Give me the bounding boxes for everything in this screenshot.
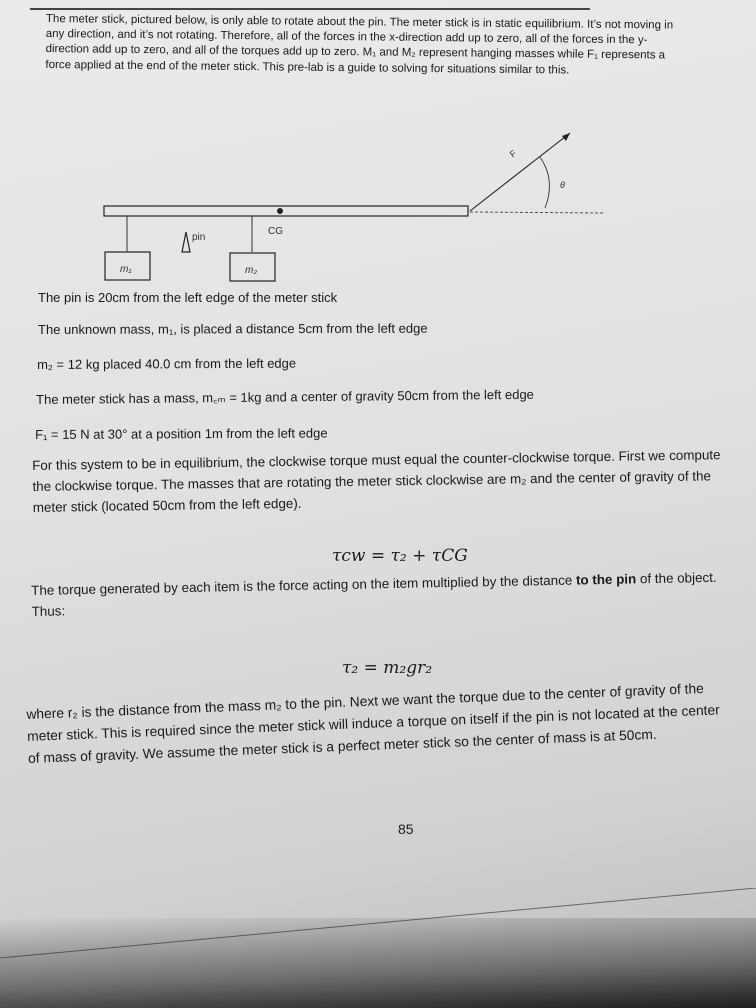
force-label: F	[507, 148, 519, 160]
r2-paragraph: where r₂ is the distance from the mass m₂ to the pin. Next we want the torque due to the center of gravity of the meter stick. This is required since the meter stick will induce a torque on itself if the pin is not located at the center of mass of gravity. We assume the meter stick is a perfect meter stick so the center of mass is at 50cm.	[26, 680, 721, 766]
torque-text-bold: to the pin	[575, 571, 637, 588]
force-arrowhead	[562, 133, 570, 141]
force-arrow	[470, 133, 570, 211]
intro-paragraph: The meter stick, pictured below, is only able to rotate about the pin. The meter stick is in static equilibrium. It’s not moving in any direction, and it’s not rotating. Therefore, all of the forces in the x-direction add up to zero, all of the forces in the y-direction add up to zero, and all of the torques add up to zero. M₁ and M₂ represent hanging masses while F₁ represents a force applied at the end of the meter stick. This pre-lab is a guide to solving for situations similar to this.	[45, 12, 674, 77]
torque-text-b: of the object. Thus:	[31, 569, 717, 619]
torque-text-a: The torque generated by each item is the force acting on the item multiplied by the distance	[31, 572, 577, 598]
page-number: 85	[398, 821, 414, 837]
cg-label: CG	[268, 226, 283, 237]
meter-stick-diagram	[0, 0, 756, 300]
equation-clockwise-torque: τcw = τ₂ + τCG	[332, 546, 468, 566]
torque-paragraph	[31, 567, 732, 622]
given-m1: The unknown mass, m₁, is placed a distance 5cm from the left edge	[38, 320, 428, 337]
given-m2: m₂ = 12 kg placed 40.0 cm from the left edge	[37, 355, 297, 372]
angle-arc	[540, 157, 549, 208]
meter-stick	[104, 206, 468, 216]
pin-label: pin	[192, 232, 206, 243]
m2-label: m₂	[245, 265, 258, 276]
equilibrium-paragraph: For this system to be in equilibrium, the clockwise torque must equal the counter-clockwise torque. First we compute the clockwise torque. The masses that are rotating the meter stick clockwise are m₂ and the center of gravity of the meter stick (located 50cm from the left edge).	[32, 447, 721, 515]
equation-tau2: τ₂ = m₂gr₂	[342, 658, 433, 678]
bottom-shadow	[0, 918, 756, 1008]
m1-label: m₁	[120, 264, 132, 275]
pin-triangle	[182, 232, 190, 252]
given-pin: The pin is 20cm from the left edge of the meter stick	[38, 290, 338, 305]
cg-dot	[277, 208, 283, 214]
reference-dashed-line	[470, 212, 603, 213]
given-force: F₁ = 15 N at 30° at a position 1m from the left edge	[35, 425, 328, 442]
given-stick: The meter stick has a mass, m꜀ₘ = 1kg and a center of gravity 50cm from the left edge	[36, 386, 534, 407]
angle-label: θ	[560, 180, 565, 190]
